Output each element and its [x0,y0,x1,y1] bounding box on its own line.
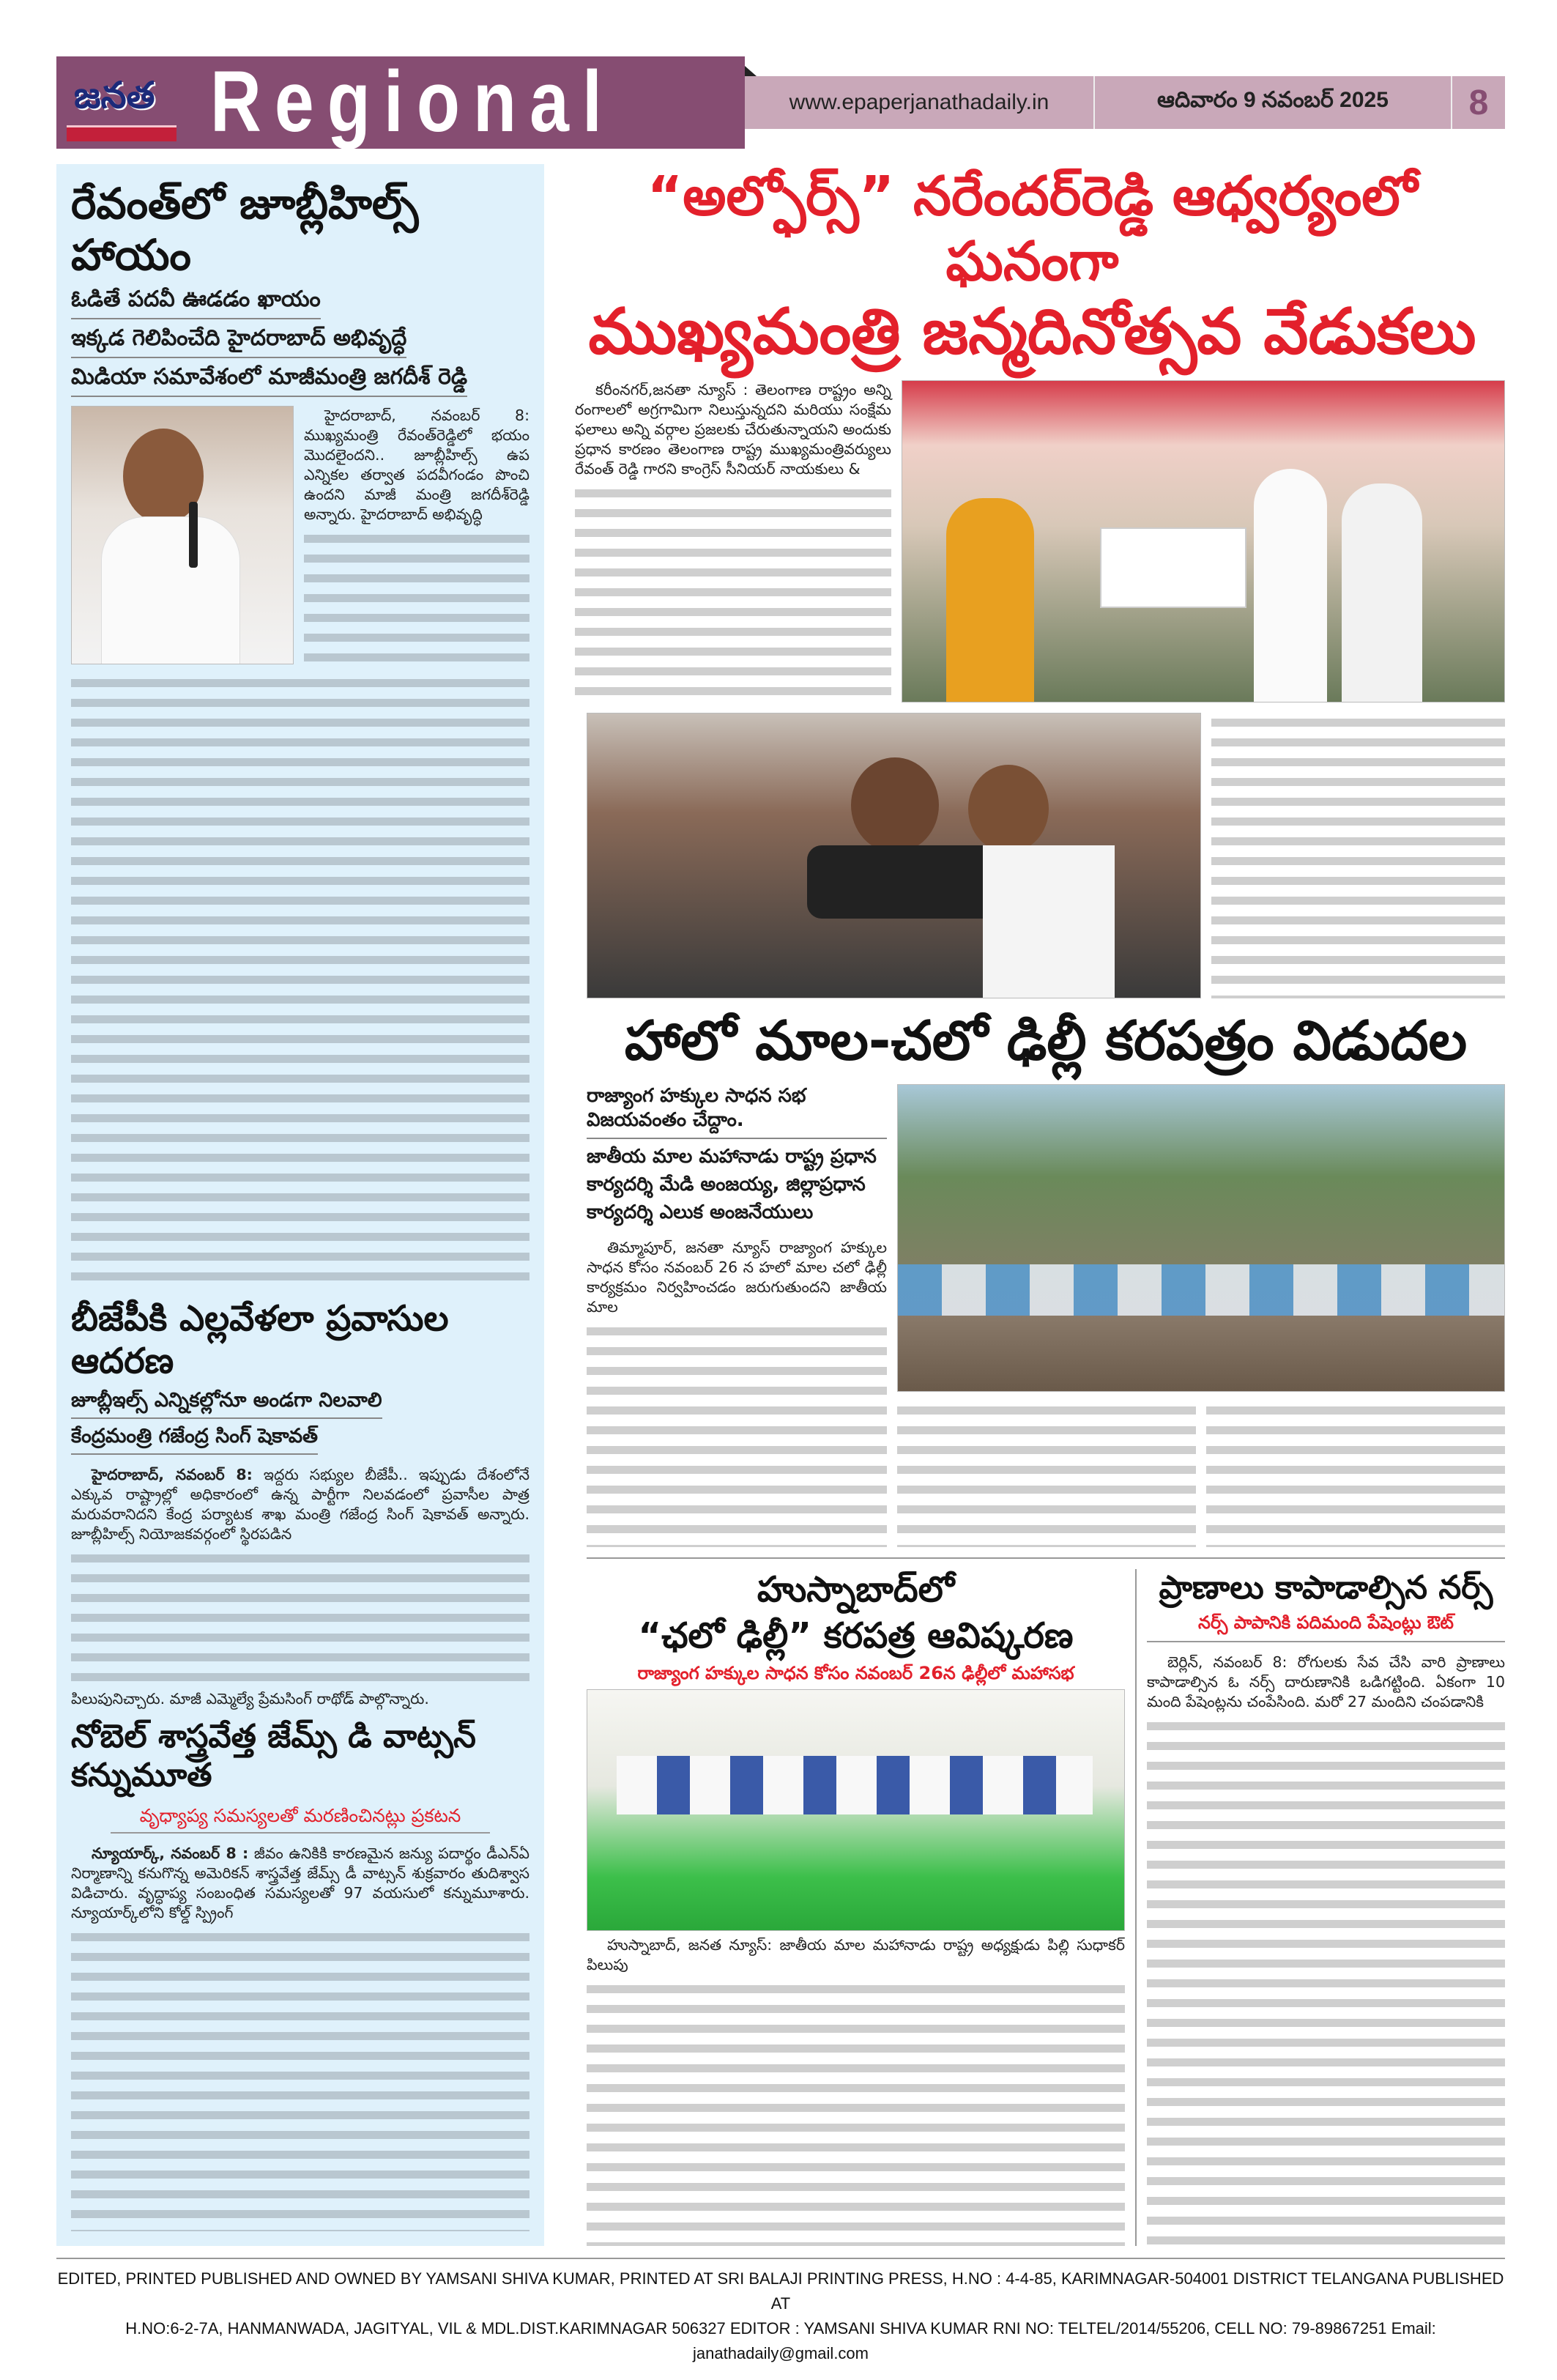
body-text-continuation [575,483,891,702]
article-alforce-headline [560,164,1505,370]
photo-chalo-delhi-pamphlet [587,1689,1125,1931]
article-revanth [71,179,529,397]
subhead: జాతీయ మాల మహానాడు రాష్ట్ర ప్రధాన కార్యదర్శి మేడి అంజయ్య, జిల్లాప్రధాన కార్యదర్శి ఎలుక అంజనేయులు [587,1146,877,1223]
article-bjp [71,1298,529,1709]
body-text-continuation [71,1549,529,1685]
body-text-continuation [1211,713,1505,998]
article-body: హైదరాబాద్, నవంబర్ 8: ముఖ్యమంత్రి రేవంత్‌రెడ్డిలో భయం మొదలైందని.. జూబ్లీహిల్స్ ఉప ఎన్నికల తర్వాత పదవీగండం పొంచి ఉందని మాజీ మంత్రి జగదీశ్‌రెడ్డి అన్నారు. హైదరాబాద్ అభివృద్ధి [304,407,529,524]
bottom-articles [560,1569,1505,2246]
website-url[interactable]: www.epaperjanathadaily.in [745,76,1095,129]
body-text-continuation [304,529,529,664]
divider [587,1557,1505,1559]
subhead: రాజ్యాంగ హక్కుల సాధన సభ విజయవంతం చేద్దాం. [587,1084,887,1140]
right-column [560,164,1505,2246]
subhead: ఓడితే పదవీ ఊడడం ఖాయం [71,285,321,319]
article-body: హైదరాబాద్, నవంబర్ 8: ఇద్దరు సభ్యుల బీజేపీ.. ఇప్పుడు దేశంలోనే ఎక్కువ రాష్ట్రాల్లో అధికారంలో ఉన్న పార్టీగా నిలవడంలో ప్రవాసీల పాత్ర మరువరానిదని కేంద్ర పర్యాటక శాఖ మంత్రి గజేంద్ర సింగ్ షెకావత్ అన్నారు. జూబ్లీహిల్స్ నియోజకవర్గంలో స్థిరపడిన [71,1465,529,1543]
photo-press-meet [587,713,1201,998]
subhead: ఇక్కడ గెలిపించేది హైదరాబాద్ అభివృద్ధే [71,324,406,358]
masthead-info-strip [745,76,1505,129]
issue-date: ఆదివారం 9 నవంబర్ 2025 [1095,76,1452,129]
headline: నోబెల్ శాస్త్రవేత్త జేమ్స్ డి వాట్సన్ కన్నుమూత [71,1718,476,1794]
subhead: జూబ్లీఇల్స్ ఎన్నికల్లోనూ అండగా నిలవాలి [71,1387,382,1419]
body-text-continuation [587,1979,1125,2246]
body-text-continuation [71,673,529,1289]
article-body: కరీంనగర్,జనతా న్యూస్ : తెలంగాణ రాష్ట్రం అన్ని రంగాలలో అగ్రగామిగా నిలుస్తున్నదని మరియు సంక్షేమ ఫలాలు అన్ని వర్గాల ప్రజలకు చేరుతున్నాయని అందుకు ప్రధాన కారణం తెలంగాణ రాష్ట్ర ముఖ్యమంత్రివర్యులు రేవంత్ రెడ్డి గారని కాంగ్రెస్ సీనియర్ నాయకులు & [575,380,891,478]
subhead: మిడియా సమావేశంలో మాజీమంత్రి జగదీశ్ రెడ్డి [71,363,467,397]
imprint-footer [56,2258,1505,2366]
photo-jagadish-reddy [71,406,294,664]
subhead: నర్స్ పాపానికి పదిమంది పేషెంట్లు ఔట్ [1147,1612,1505,1642]
page-body [56,164,1505,2246]
subhead: వృధ్యాప్య సమస్యలతో మరణించినట్లు ప్రకటన [111,1804,491,1834]
divider [1135,1569,1137,2246]
headline: హాలో మాల-చలో ఢిల్లీ కరపత్రం విడుదల [624,1009,1468,1072]
page-number: 8 [1468,83,1489,122]
article-nobel [71,1718,529,2231]
article-body: బెర్లిన్, నవంబర్ 8: రోగులకు సేవ చేసి వారి ప్రాణాలు కాపాడాల్సిన ఓ నర్స్ దారుణానికి ఒడిగట్టింది. ఏకంగా 10 మంది పేషెంట్లను చంపేసింది. మరో 27 మందిని చంపడానికి [1147,1653,1505,1710]
masthead [56,53,745,150]
masthead-corner-decoration [745,66,757,76]
article-nurse [1147,1569,1505,2246]
body-text-continuation [1206,1401,1505,1547]
article-body: హుస్నాబాద్, జనత న్యూస్: జాతీయ మాల మహానాడు రాష్ట్ర అధ్యక్షుడు పిల్లి సుధాకర్ పిలుపు [587,1935,1125,1973]
body-text-continuation [1147,1716,1505,2246]
headline-line-1: “అల్ఫోర్స్” నరేందర్‌రెడ్డి ఆధ్వర్యంలో ఘనంగా [647,165,1418,293]
headline: బీజేపీకి ఎల్లవేళలా ప్రవాసుల ఆదరణ [71,1298,449,1382]
article-body: న్యూయార్క్, నవంబర్ 8 : జీవం ఉనికికి కారణమైన జన్యు పదార్థం డీఎన్‌ఏ నిర్మాణాన్ని కనుగొన్న అమెరికన్ శాస్త్రవేత్త జేమ్స్ డీ వాట్సన్ శుక్రవారం తుదిశ్వాస విడిచారు. వృద్ధాప్య సంబంధిత సమస్యలతో 97 వయసులో కన్నుమూశారు. న్యూయార్క్‌లోని కోల్డ్ స్ప్రింగ్ [71,1845,530,1922]
subhead: రాజ్యాంగ హక్కుల సాధన కోసం నవంబర్ 26న ఢిల్లీలో మహాసభ [637,1662,1074,1683]
article-body: తిమ్మాపూర్, జనతా న్యూస్ రాజ్యాంగ హక్కుల సాధన కోసం నవంబర్ 26 న హలో మాల చలో ఢిల్లీ కార్యక్రమం నిర్వహించడం జరుగుతుందని జాతీయ మాల [587,1239,887,1316]
article-husnabad [587,1569,1125,2246]
headline-line-2: ముఖ్యమంత్రి జన్మదినోత్సవ వేడుకలు [588,294,1476,368]
headline-line-2: “ఛలో ఢిల్లీ” కరపత్ర ఆవిష్కరణ [638,1615,1074,1657]
photo-pamphlet-release [897,1084,1505,1392]
article-closing: పిలుపునిచ్చారు. మాజీ ఎమ్మెల్యే ప్రేమసింగ్ రాథోడ్ పాల్గొన్నారు. [71,1690,429,1708]
left-column [56,164,544,2246]
body-text-continuation [71,1927,529,2231]
subhead: కేంద్రమంత్రి గజేంద్ర సింగ్ షెకావత్ [71,1423,318,1455]
headline-line-1: హుస్నాబాద్‌లో [757,1568,955,1610]
imprint-line-1: EDITED, PRINTED PUBLISHED AND OWNED BY YAMSANI SHIVA KUMAR, PRINTED AT SRI BALAJI PRINTING PRESS, H.NO : 4-4-85, KARIMNAGAR-504001 DISTRICT TELANGANA PUBLISHED AT [57,2269,1504,2313]
imprint-line-2: H.NO:6-2-7A, HANMANWADA, JAGITYAL, VIL & MDL.DIST.KARIMNAGAR 506327 EDITOR : YAMSANI SHIVA KUMAR RNI NO: TELTEL/2014/55206, CELL NO: 79-89867251 Email: janathadaily@gmail.com [125,2319,1436,2362]
headline: రేవంత్‌లో జూబ్లీహిల్స్ హాయం [71,179,419,280]
section-title: Regional [210,53,615,150]
photo-birthday-celebration [902,380,1505,702]
body-text-continuation [587,1321,887,1546]
headline: ప్రాణాలు కాపాడాల్సిన నర్స్ [1159,1568,1493,1606]
janatha-logo: జనత [67,74,176,141]
body-text-continuation [897,1401,1196,1547]
